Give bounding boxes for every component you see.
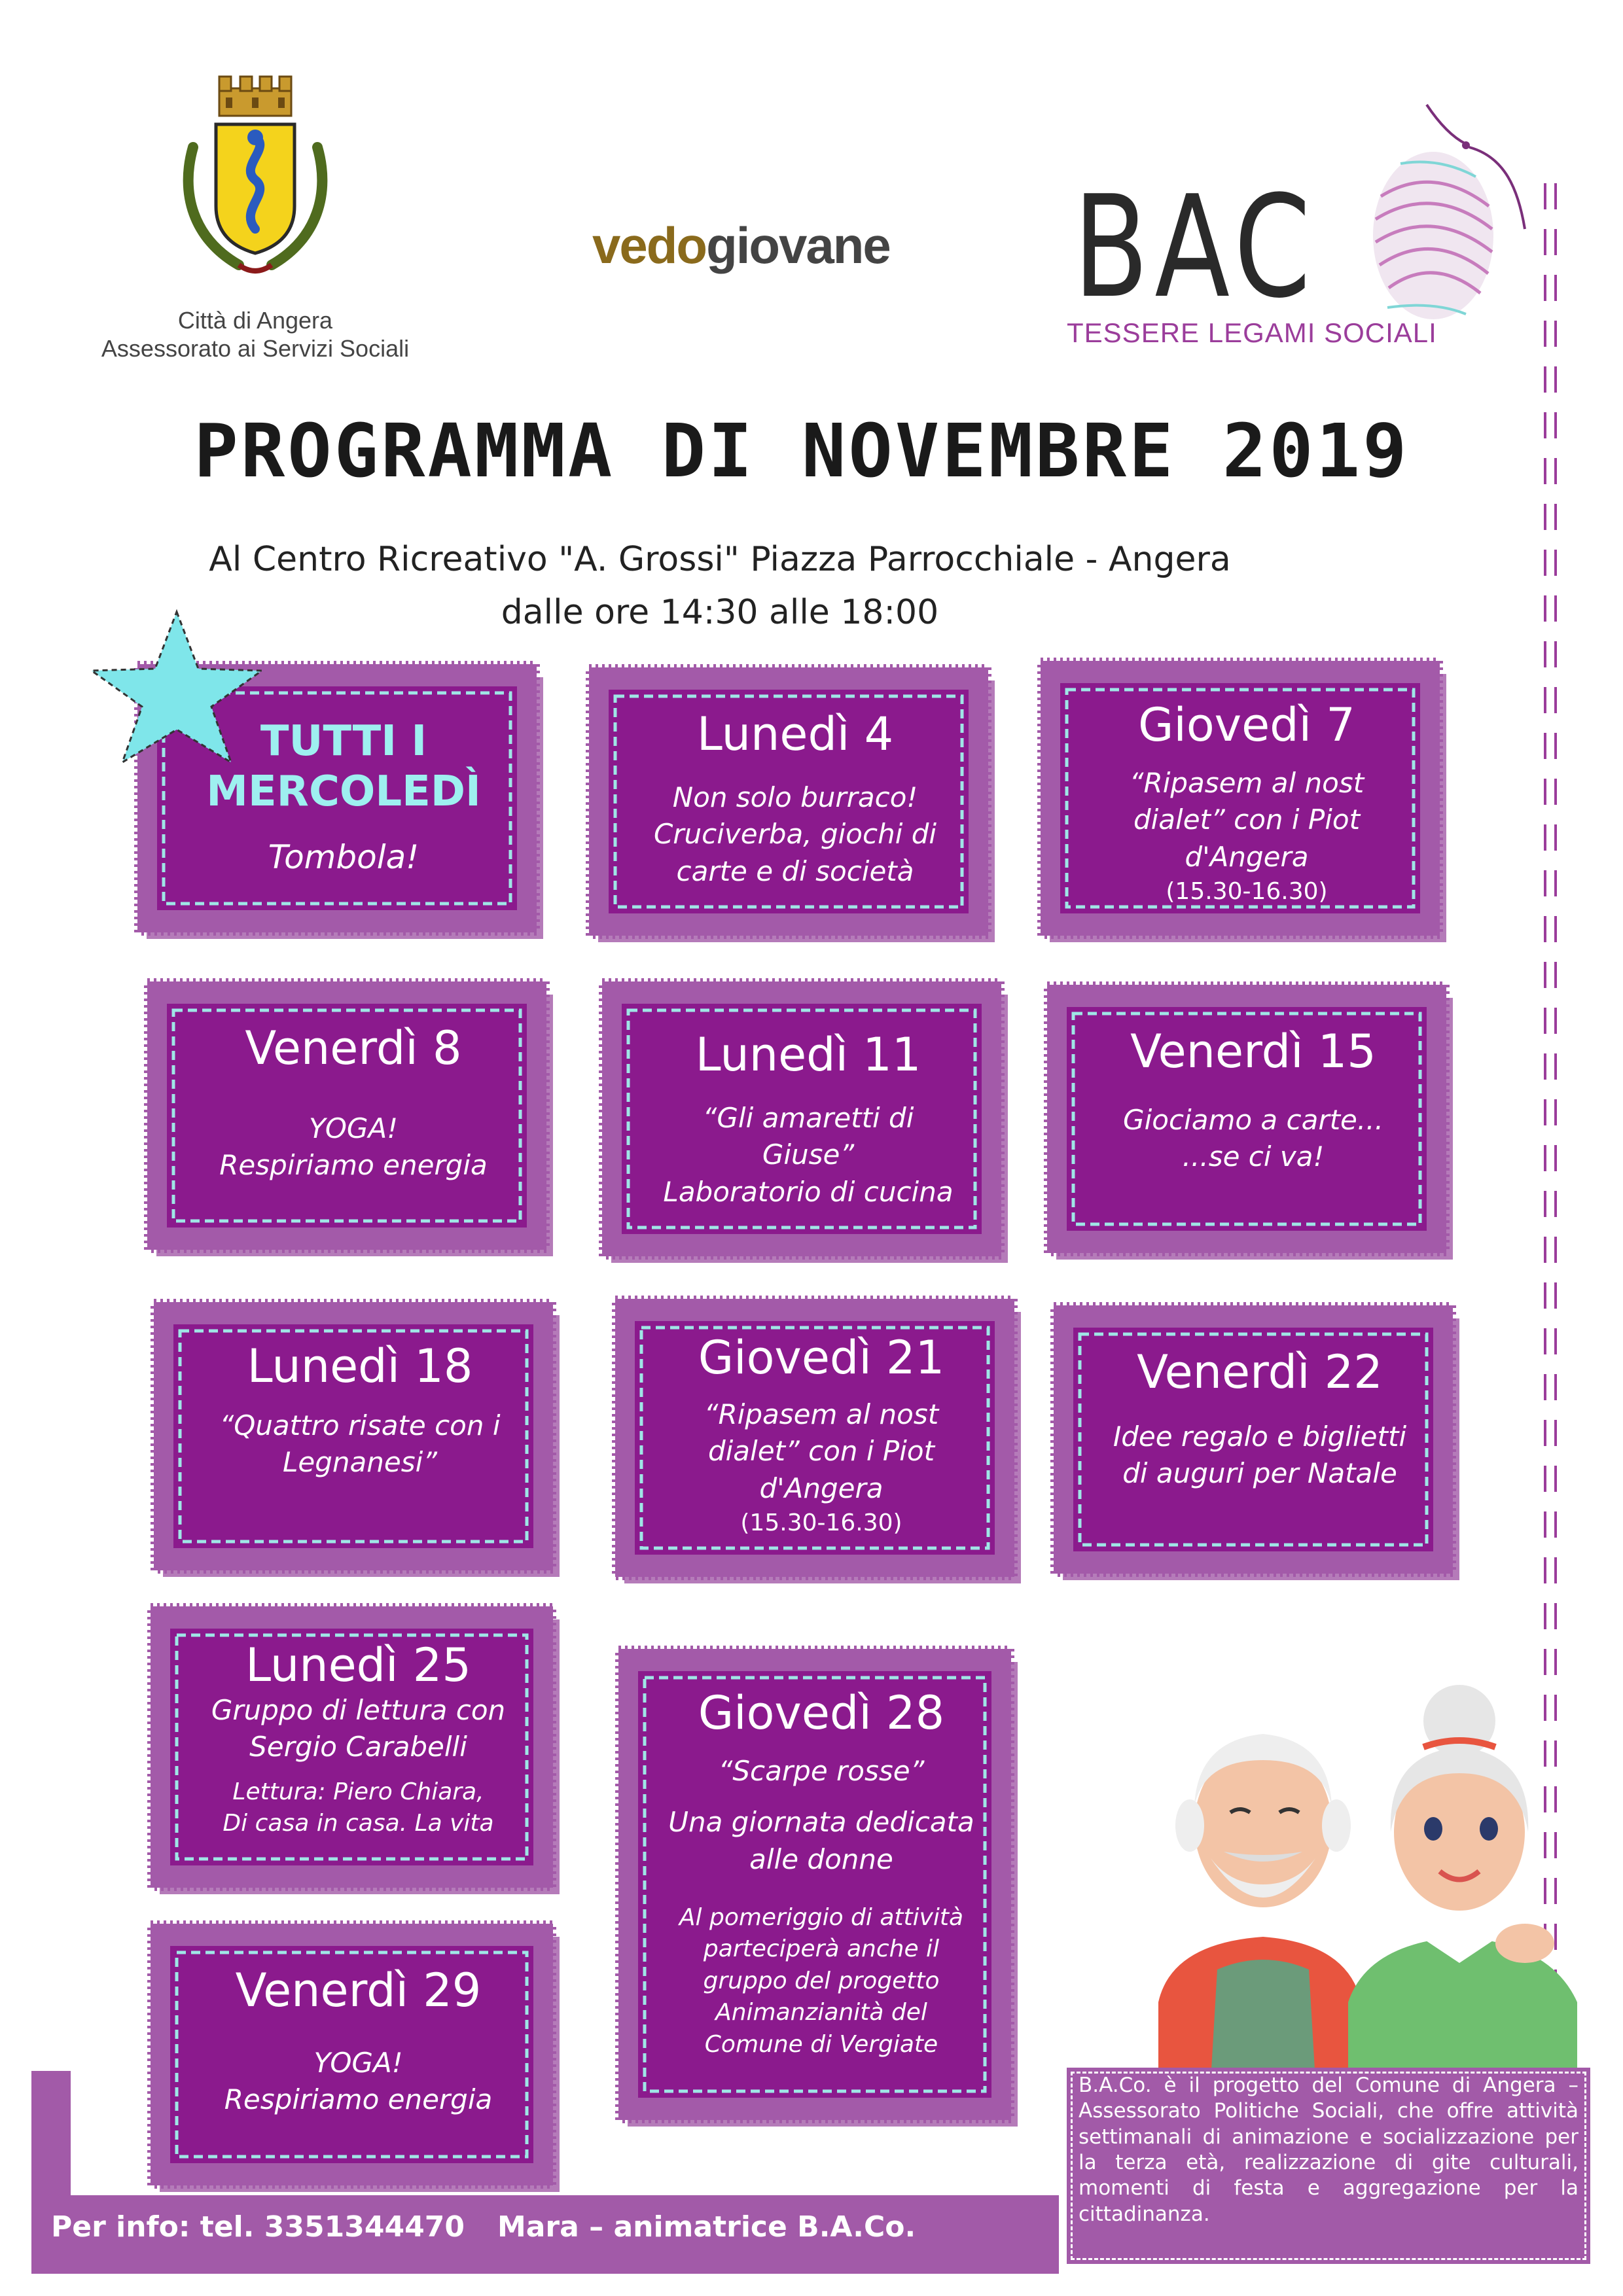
event-desc-2: Respiriamo energia xyxy=(219,1149,488,1182)
event-day: Venerdì 8 xyxy=(245,1021,462,1075)
event-desc-1: Idee regalo e biglietti xyxy=(1113,1420,1407,1453)
event-desc-2: dialet” con i Piot xyxy=(707,1435,935,1468)
event-time: (15.30-16.30) xyxy=(740,1509,902,1536)
location-line: Al Centro Ricreativo "A. Grossi" Piazza Parrocchiale - Angera xyxy=(209,540,1231,579)
event-desc-3: d'Angera xyxy=(1185,840,1309,873)
baco-description: B.A.Co. è il progetto del Comune di Angera – Assessorato Politiche Sociali, che offre attività settimanali di animazione e socializzazione per la terza età, realizzazione di gite culturali, momenti di festa e aggregazione per la cittadinanza. xyxy=(1079,2074,1578,2226)
wednesday-line-1: TUTTI I xyxy=(260,717,427,766)
contact-info xyxy=(51,2210,916,2244)
city-line-2: Assessorato ai Servizi Sociali xyxy=(101,335,410,362)
city-name xyxy=(79,306,432,362)
event-desc-2: dialet” con i Piot xyxy=(1133,804,1361,836)
event-desc-7: Animanzianità del xyxy=(715,1999,927,2026)
event-card-venerdi-15 xyxy=(1047,985,1459,1266)
city-line-1: Città di Angera xyxy=(177,307,333,334)
event-desc-1: “Ripasem al nost xyxy=(1129,766,1364,799)
event-desc-2: Una giornata dedicata xyxy=(668,1806,974,1839)
yarn-ball-icon xyxy=(1335,98,1531,334)
event-desc-1: Gruppo di lettura con xyxy=(211,1693,506,1726)
event-desc-3: alle donne xyxy=(749,1843,893,1875)
vedo-text: vedo xyxy=(592,217,707,274)
event-desc-1: YOGA! xyxy=(313,2046,403,2079)
event-card-lunedi-11 xyxy=(602,981,1014,1269)
event-card-venerdi-8 xyxy=(147,981,560,1263)
event-desc-8: Comune di Vergiate xyxy=(704,2030,938,2058)
giovane-text: giovane xyxy=(706,217,890,274)
event-desc-3: Laboratorio di cucina xyxy=(663,1175,954,1208)
animator-info: Mara – animatrice B.A.Co. xyxy=(497,2210,916,2244)
page-title: PROGRAMMA DI NOVEMBRE 2019 xyxy=(194,409,1410,494)
event-desc-2: ...se ci va! xyxy=(1182,1140,1325,1173)
wednesday-line-2: MERCOLEDÌ xyxy=(206,767,481,816)
event-note-2: Di casa in casa. La vita xyxy=(223,1810,494,1837)
event-desc-1: Non solo burraco! xyxy=(672,781,918,813)
event-desc-1: “Scarpe rosse” xyxy=(718,1754,925,1787)
event-desc-1: “Ripasem al nost xyxy=(704,1398,939,1430)
baco-description-box xyxy=(1067,2068,1590,2264)
event-day: Giovedì 21 xyxy=(698,1331,945,1385)
event-card-lunedi-25 xyxy=(151,1606,566,1901)
event-card-lunedi-4 xyxy=(589,667,1001,949)
event-desc-2: Legnanesi” xyxy=(282,1446,438,1479)
event-desc-2: Sergio Carabelli xyxy=(249,1731,467,1763)
event-day: Lunedì 4 xyxy=(696,707,894,761)
event-desc-3: d'Angera xyxy=(759,1472,883,1504)
angera-coat-of-arms xyxy=(167,69,344,285)
event-desc-3: carte e di società xyxy=(676,855,914,887)
elderly-couple-illustration xyxy=(1132,1662,1590,2081)
event-card-giovedi-28 xyxy=(618,1649,1024,2133)
event-day: Lunedì 18 xyxy=(247,1339,473,1393)
event-day: Lunedì 25 xyxy=(245,1638,471,1692)
event-day: Venerdì 22 xyxy=(1137,1345,1383,1399)
event-desc-5: parteciperà anche il xyxy=(703,1935,940,1963)
wednesday-desc: Tombola! xyxy=(268,838,419,876)
event-card-lunedi-18 xyxy=(154,1302,566,1583)
baco-subtitle: TESSERE LEGAMI SOCIALI xyxy=(1067,317,1437,348)
event-desc-6: gruppo del progetto xyxy=(703,1967,940,1994)
phone-info: Per info: tel. 3351344470 xyxy=(51,2210,465,2244)
vedogiovane-logo xyxy=(592,216,890,275)
baco-logo-text: BAC xyxy=(1073,165,1317,329)
event-desc-1: YOGA! xyxy=(308,1112,399,1144)
time-line: dalle ore 14:30 alle 18:00 xyxy=(501,592,939,632)
event-card-venerdi-22 xyxy=(1054,1305,1466,1587)
event-desc-2: Respiriamo energia xyxy=(224,2083,493,2116)
event-desc-2: di auguri per Natale xyxy=(1122,1457,1397,1490)
event-note-1: Lettura: Piero Chiara, xyxy=(232,1778,484,1805)
event-desc-4: Al pomeriggio di attività xyxy=(679,1903,964,1931)
star-icon xyxy=(82,609,272,766)
event-desc-1: “Gli amaretti di xyxy=(702,1101,914,1134)
event-card-giovedi-21 xyxy=(615,1299,1027,1590)
event-day: Giovedì 28 xyxy=(698,1686,945,1740)
event-desc-1: Giociamo a carte... xyxy=(1123,1103,1383,1136)
event-card-giovedi-7 xyxy=(1041,661,1453,949)
event-desc-1: “Quattro risate con i xyxy=(219,1409,501,1441)
event-time: (15.30-16.30) xyxy=(1166,877,1328,905)
event-desc-2: Cruciverba, giochi di xyxy=(653,818,937,851)
event-desc-2: Giuse” xyxy=(762,1139,855,1171)
event-day: Giovedì 7 xyxy=(1138,698,1355,752)
event-day: Lunedì 11 xyxy=(695,1028,921,1082)
event-day: Venerdì 15 xyxy=(1130,1025,1376,1078)
event-day: Venerdì 29 xyxy=(235,1964,482,2017)
